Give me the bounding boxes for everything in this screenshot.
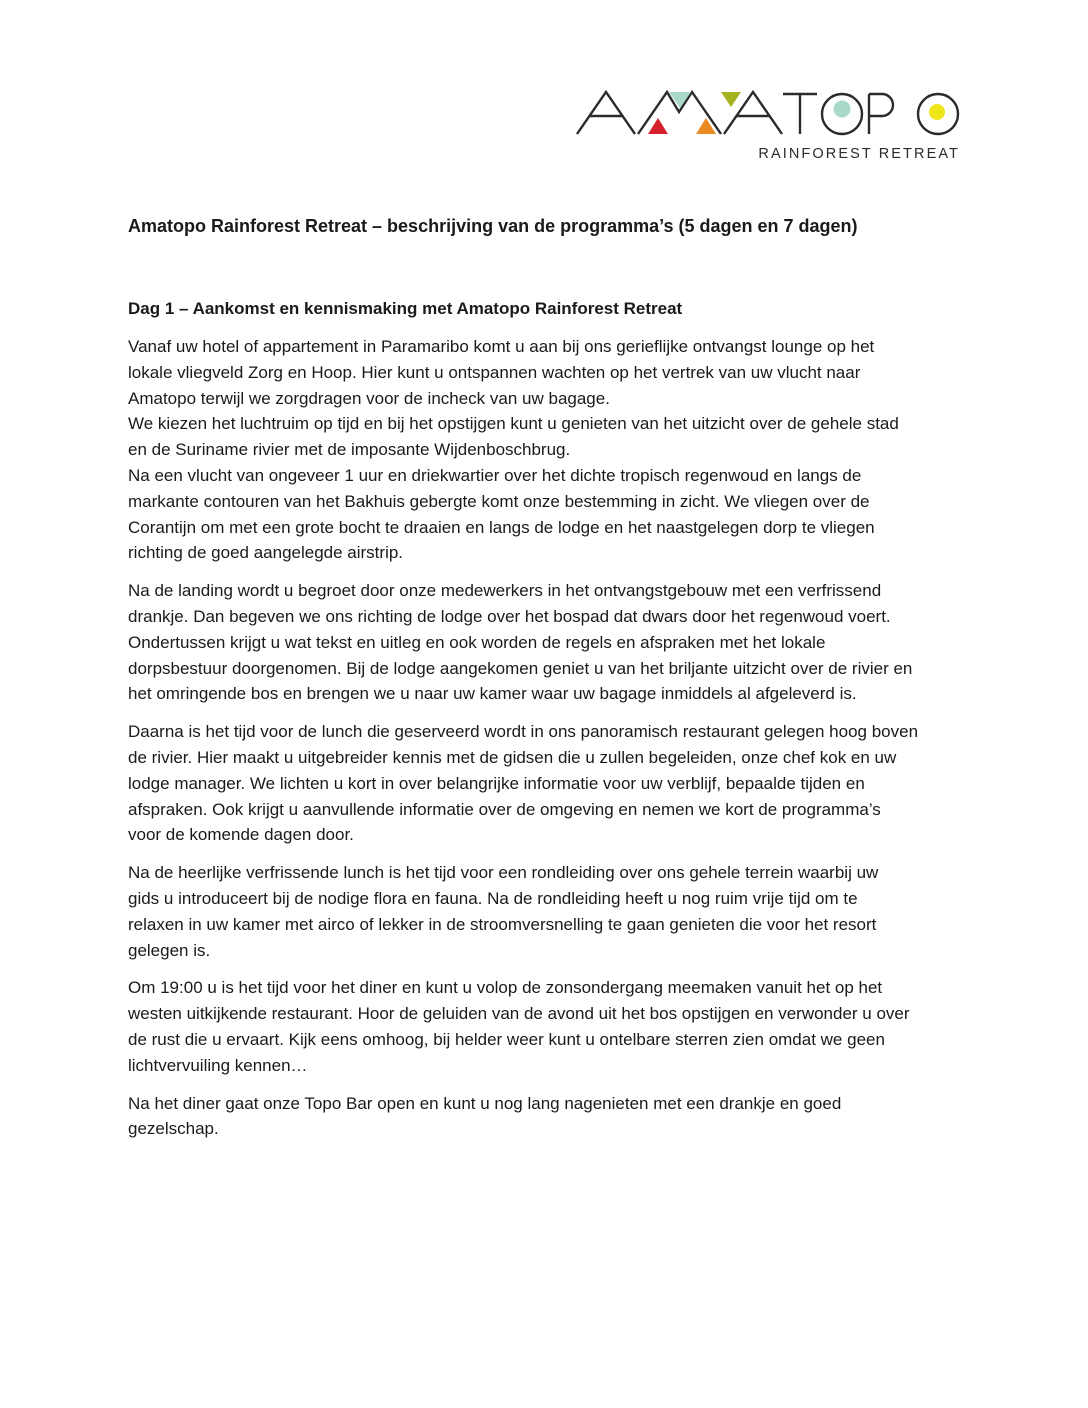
text-line: relaxen in uw kamer met airco of lekker in de stroomversnelling te gaan genieten die voor het resort — [128, 914, 877, 934]
amatopo-logo — [572, 86, 964, 162]
text-line: de rust die u ervaart. Kijk eens omhoog, bij helder weer kunt u ontelbare sterren zien omdat we geen — [128, 1029, 885, 1049]
text-line: lichtvervuiling kennen… — [128, 1055, 308, 1075]
paragraph-bar — [128, 1091, 968, 1143]
text-line: lodge manager. We lichten u kort in over belangrijke informatie voor uw verblijf, bepaalde tijden en — [128, 773, 865, 793]
logo-tagline: RAINFOREST RETREAT — [758, 146, 960, 162]
logo-letter-a1 — [577, 92, 635, 134]
logo-mint-dot — [834, 101, 851, 118]
text-line: Na een vlucht van ongeveer 1 uur en driekwartier over het dichte tropisch regenwoud en langs de — [128, 465, 862, 485]
text-line: het omringende bos en brengen we u naar uw kamer waar uw bagage inmiddels al afgeleverd is. — [128, 684, 857, 704]
day-1-section — [128, 296, 968, 1154]
logo-letter-t — [783, 94, 817, 134]
text-line: Ondertussen krijgt u wat tekst en uitleg en ook worden de regels en afspraken met het lokale — [128, 632, 826, 652]
day-1-heading: Dag 1 – Aankomst en kennismaking met Amatopo Rainforest Retreat — [128, 299, 683, 318]
text-line: Amatopo terwijl we zorgdragen voor de incheck van uw bagage. — [128, 388, 610, 408]
text-line: Om 19:00 u is het tijd voor het diner en kunt u volop de zonsondergang meemaken vanuit het op het — [128, 978, 883, 998]
text-line: gelegen is. — [128, 940, 211, 960]
text-line: Corantijn om met een grote bocht te draaien en langs de lodge en het naastgelegen dorp te vliegen — [128, 517, 875, 537]
amatopo-logo-graphic — [572, 86, 964, 162]
paragraph-tour — [128, 860, 968, 963]
text-line: de rivier. Hier maakt u uitgebreider kennis met de gidsen die u zullen begeleiden, onze chef kok en uw — [128, 747, 897, 767]
paragraph-lunch — [128, 719, 968, 848]
document-title: Amatopo Rainforest Retreat – beschrijving van de programma’s (5 dagen en 7 dagen) — [128, 216, 858, 236]
text-line: Na de heerlijke verfrissende lunch is het tijd voor een rondleiding over ons gehele terrein waarbij uw — [128, 863, 879, 883]
paragraph-arrival — [128, 334, 968, 566]
text-line: gids u introduceert bij de nodige flora en fauna. Na de rondleiding heeft u nog ruim vrije tijd om te — [128, 888, 858, 908]
logo-red-triangle — [648, 118, 668, 134]
text-line: We kiezen het luchtruim op tijd en bij het opstijgen kunt u genieten van het uitzicht over de gehele stad — [128, 414, 899, 434]
text-line: Na de landing wordt u begroet door onze medewerkers in het ontvangstgebouw met een verfrissend — [128, 581, 882, 601]
text-line: Na het diner gaat onze Topo Bar open en kunt u nog lang nagenieten met een drankje en goed — [128, 1093, 842, 1113]
paragraph-dinner — [128, 975, 968, 1078]
paragraph-landing — [128, 578, 968, 707]
logo-olive-triangle — [721, 92, 741, 107]
text-line: lokale vliegveld Zorg en Hoop. Hier kunt u ontspannen wachten op het vertrek van uw vlucht naar — [128, 362, 861, 382]
text-line: voor de komende dagen door. — [128, 825, 354, 845]
text-line: markante contouren van het Bakhuis gebergte komt onze bestemming in zicht. We vliegen over de — [128, 491, 870, 511]
text-line: Vanaf uw hotel of appartement in Paramaribo komt u aan bij ons gerieflijke ontvangst lounge op het — [128, 337, 875, 356]
text-line: westen uitkijkende restaurant. Hoor de geluiden van de avond uit het bos opstijgen en verwonder u over — [128, 1004, 910, 1024]
text-line: afspraken. Ook krijgt u aanvullende informatie over de omgeving en nemen we kort de programma’s — [128, 799, 881, 819]
logo-letter-p — [869, 94, 893, 134]
text-line: en de Suriname rivier met de imposante Wijdenboschbrug. — [128, 440, 571, 460]
text-line: dorpsbestuur doorgenomen. Bij de lodge aangekomen geniet u van het briljante uitzicht over de rivier en — [128, 658, 913, 678]
logo-yellow-dot — [929, 104, 945, 120]
text-line: Daarna is het tijd voor de lunch die geserveerd wordt in ons panoramisch restaurant gelegen hoog boven — [128, 722, 919, 742]
text-line: gezelschap. — [128, 1119, 219, 1139]
text-line: drankje. Dan begeven we ons richting de lodge over het bospad dat dwars door het regenwoud voert. — [128, 606, 891, 626]
text-line: richting de goed aangelegde airstrip. — [128, 543, 404, 563]
